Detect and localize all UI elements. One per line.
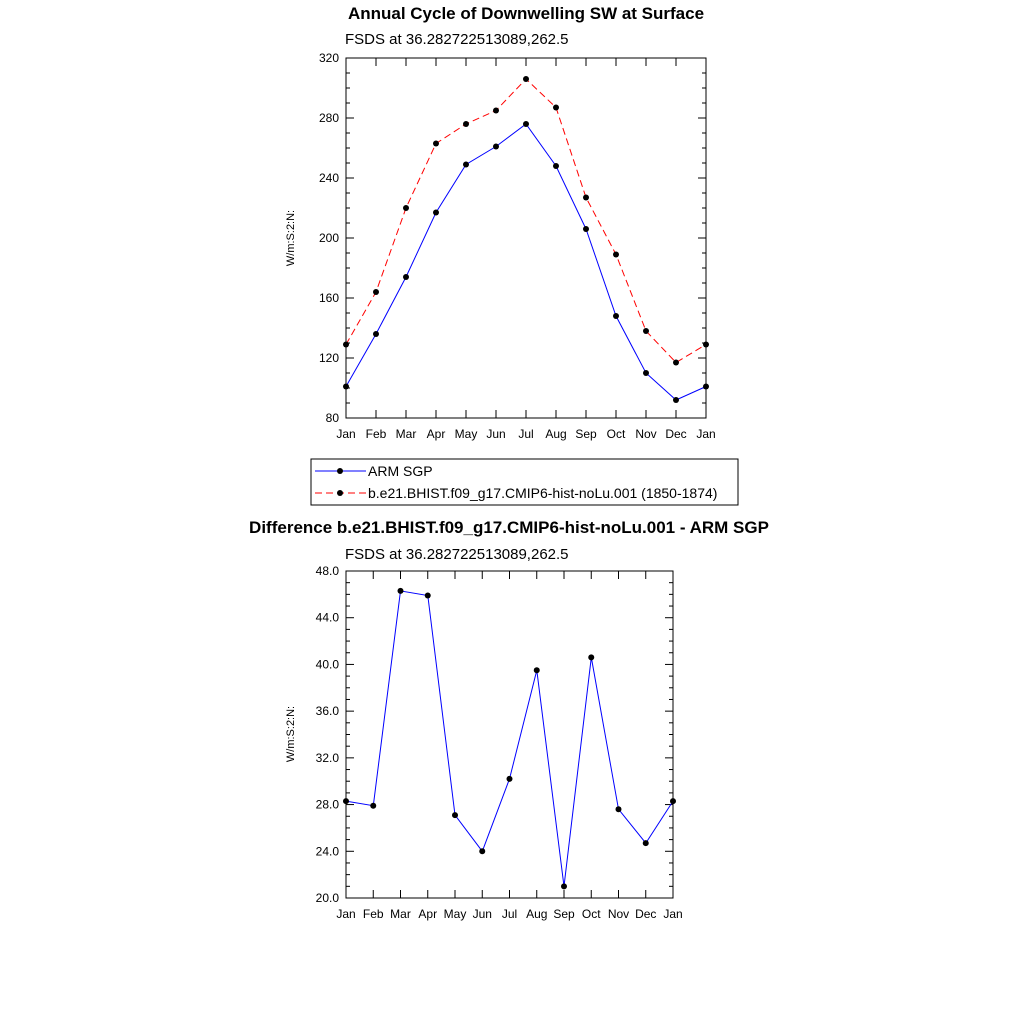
chart1-y-tick-label: 80 — [325, 411, 339, 425]
chart2-series-1-point — [616, 806, 622, 812]
chart1-plot-frame — [346, 58, 706, 418]
chart1-y-tick-label: 320 — [318, 51, 339, 65]
chart2-series-1-point — [479, 848, 485, 854]
chart1-x-tick-label: Jun — [486, 427, 506, 441]
chart1-y-tick-label: 240 — [318, 171, 339, 185]
legend-marker-model — [337, 490, 343, 496]
chart1-x-tick-label: Mar — [395, 427, 417, 441]
chart1-legend — [311, 459, 738, 505]
chart2-y-tick-label: 24.0 — [315, 844, 339, 859]
chart2-x-tick-label: May — [443, 907, 467, 921]
chart1-series-1-point — [583, 226, 589, 232]
chart2-y-tick-label: 36.0 — [315, 704, 339, 719]
chart1-x-tick-label: Jan — [336, 427, 356, 441]
legend-label-model: b.e21.BHIST.f09_g17.CMIP6-hist-noLu.001 (1850-1874) — [368, 485, 718, 501]
chart2-subtitle: FSDS at 36.282722513089,262.5 — [345, 546, 569, 563]
chart1-series-1-point — [673, 397, 679, 403]
chart2-ylabel: W/m:S:2:N: — [285, 705, 297, 763]
chart1-y-tick-label: 120 — [318, 351, 339, 365]
chart2-y-tick-label: 20.0 — [315, 891, 339, 905]
chart1-series-2-point — [343, 342, 349, 348]
chart2-y-tick-label: 28.0 — [315, 797, 339, 812]
chart2-series-1-point — [398, 588, 404, 594]
chart2-series-1-point — [452, 812, 458, 818]
chart1-series-1-point — [403, 274, 409, 280]
chart2-series-1-point — [561, 883, 567, 889]
legend-marker-arm — [337, 468, 343, 474]
chart1-series-2-point — [553, 105, 559, 111]
chart1-y-tick-label: 200 — [318, 231, 339, 245]
chart2-series-1-line — [346, 591, 673, 886]
chart1-series-1-point — [703, 384, 709, 390]
chart1-y-tick-label: 160 — [318, 291, 339, 305]
legend-label-arm: ARM SGP — [368, 463, 433, 479]
chart2-title: Difference b.e21.BHIST.f09_g17.CMIP6-hist-noLu.001 - ARM SGP — [249, 518, 769, 537]
chart1-series-1-point — [373, 331, 379, 337]
chart1-series-2-point — [523, 76, 529, 82]
chart1-series-1-point — [343, 384, 349, 390]
chart2-x-tick-label: Mar — [390, 907, 411, 921]
chart1-series-1-point — [463, 162, 469, 168]
chart1-series-1-point — [643, 370, 649, 376]
chart1-series-2-point — [703, 342, 709, 348]
chart2-x-tick-label: Sep — [553, 907, 575, 921]
chart2-series-1-point — [534, 667, 540, 673]
chart1-x-tick-label: Sep — [575, 427, 597, 441]
chart1-x-tick-label: Oct — [606, 427, 626, 441]
chart2-x-tick-label: Aug — [526, 907, 548, 921]
chart1-title: Annual Cycle of Downwelling SW at Surface — [347, 4, 705, 23]
chart2-y-tick-label: 40.0 — [315, 657, 339, 672]
chart2-x-tick-label: Feb — [362, 907, 384, 921]
chart1-x-tick-label: Aug — [545, 427, 567, 441]
chart1-x-tick-label: Dec — [665, 427, 687, 441]
chart1-plot — [319, 51, 716, 441]
chart1-x-tick-label: Apr — [426, 427, 446, 441]
chart2-x-tick-label: Nov — [607, 907, 630, 921]
chart2-series-1-point — [370, 803, 376, 809]
chart1-ylabel: W/m:S:2:N: — [285, 209, 297, 267]
chart2-x-tick-label: Apr — [418, 907, 438, 921]
chart1-series-1-line — [346, 124, 706, 400]
chart2-x-tick-label: Jun — [472, 907, 492, 921]
chart1-series-2-point — [673, 360, 679, 366]
chart2-x-tick-label: Jan — [663, 907, 683, 921]
chart2-series-1-point — [425, 593, 431, 599]
chart1-x-tick-label: May — [454, 427, 478, 441]
chart1-series-2-point — [613, 252, 619, 258]
chart1-series-2-point — [583, 195, 589, 201]
chart2-series-1-point — [507, 776, 513, 782]
chart1-series-1-point — [433, 210, 439, 216]
chart1-series-2-point — [433, 141, 439, 147]
chart2-x-tick-label: Dec — [635, 907, 657, 921]
chart2-series-1-point — [643, 840, 649, 846]
chart1-series-1-point — [553, 163, 559, 169]
chart1-y-tick-label: 280 — [318, 111, 339, 125]
chart2-plot-frame — [346, 571, 673, 898]
chart2-series-1-point — [343, 798, 349, 804]
chart1-series-2-point — [643, 328, 649, 334]
chart2-x-tick-label: Jan — [336, 907, 356, 921]
chart1-series-1-point — [493, 144, 499, 150]
chart2-y-tick-label: 48.0 — [315, 564, 339, 578]
chart1-series-1-point — [613, 313, 619, 319]
chart1-series-2-point — [493, 108, 499, 114]
chart2-y-tick-label: 32.0 — [315, 750, 339, 765]
chart2-x-tick-label: Jul — [501, 907, 518, 921]
chart2-plot — [316, 564, 683, 921]
chart2-y-tick-label: 44.0 — [315, 610, 339, 625]
chart1-series-2-point — [403, 205, 409, 211]
chart1-series-2-point — [463, 121, 469, 127]
chart1-x-tick-label: Feb — [365, 427, 387, 441]
chart1-subtitle: FSDS at 36.282722513089,262.5 — [345, 31, 569, 48]
chart1-x-tick-label: Jul — [518, 427, 534, 441]
chart2-x-tick-label: Oct — [581, 907, 601, 921]
chart2-series-1-point — [588, 654, 594, 660]
chart1-x-tick-label: Nov — [635, 427, 657, 441]
chart1-x-tick-label: Jan — [696, 427, 716, 441]
chart1-series-2-point — [373, 289, 379, 295]
chart1-series-1-point — [523, 121, 529, 127]
chart2-series-1-point — [670, 798, 676, 804]
